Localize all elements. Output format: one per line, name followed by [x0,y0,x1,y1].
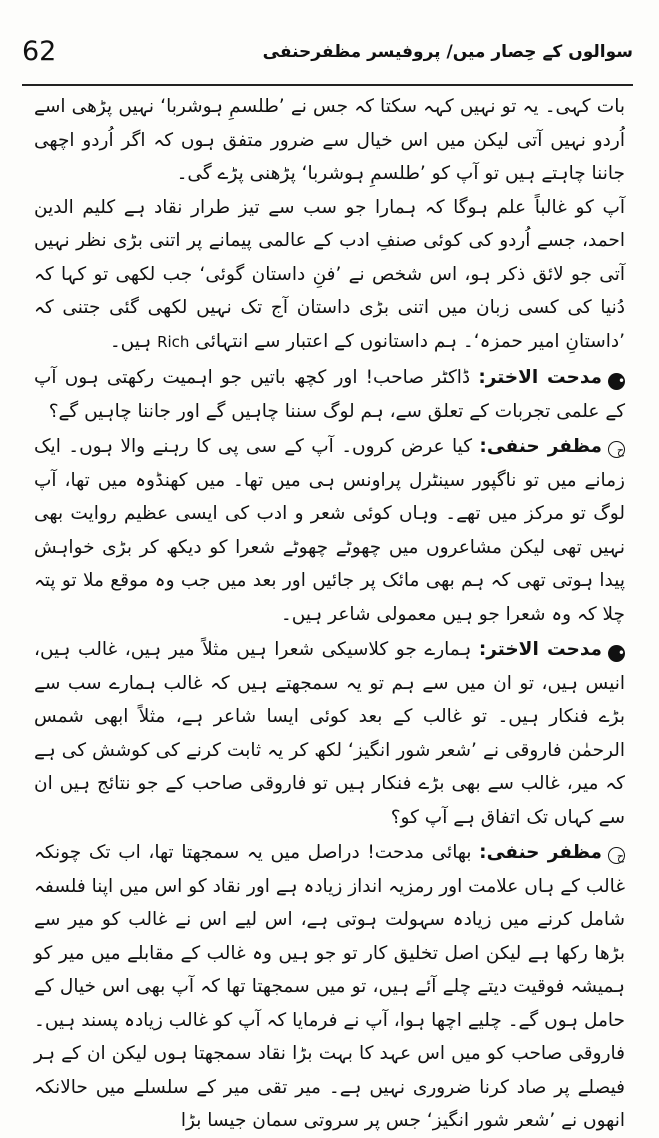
question-1-text: ڈاکٹر صاحب! اور کچھ باتیں جو اہمیت رکھتی ہوں آپ کے علمی تجربات کے تعلق سے، ہم لوگ سننا چاہیں گے اور جاننا چاہیں گے؟ [34,367,625,422]
paragraph-2-text-before: آپ کو غالباً علم ہوگا کہ ہمارا جو سب سے تیز طرار نقاد ہے کلیم الدین احمد، جسے اُردو کی کوئی صنفِ ادب کے عالمی پیمانے پر اتنی بڑی نظر نہیں آتی جو لائق ذکر ہو، اس شخص نے ’فنِ داستان گوئی‘ جب لکھی تو کہا کہ دُنیا کی کسی زبان میں اتنی بڑی داستان آج تک نہیں لکھی گئی جتنی کہ ’داستانِ امیر حمزہ‘۔ ہم داستانوں کے اعتبار سے انتہائی [34,196,625,352]
answer-marker-icon: ح [608,847,625,864]
speaker-name: مدحت الاختر: [478,639,602,660]
question-marker-icon: • [608,373,625,390]
paragraph-2-text-after: ہیں۔ [109,330,158,352]
paragraph-2 [34,191,625,360]
question-2-text: ہمارے جو کلاسیکی شعرا ہیں مثلاً میر ہیں، غالب ہیں، انیس ہیں، تو ان میں سے ہم تو یہ سمجھتے ہیں کہ غالب ہمارے سب سے بڑے فنکار ہیں۔ تو غالب کے بعد کوئی ایسا شاعر ہے، مثلاً ابھی شمس الرحمٰن فاروقی نے ’شعر شور انگیز‘ لکھ کر یہ ثابت کرنے کی کوشش کی ہے کہ میر، غالب سے بھی بڑے فنکار ہیں تو فاروقی صاحب کے جو نتائج ہیں ان سے کہاں تک اتفاق ہے آپ کو؟ [34,639,625,828]
answer-1-text: کیا عرض کروں۔ آپ کے سی پی کا رہنے والا ہوں۔ ایک زمانے میں تو ناگپور سینٹرل پراونس ہی میں تھا۔ میں کھنڈوہ میں تھا، آپ لوگ تو مرکز میں تھے۔ وہاں کوئی شعر و ادب کی ایسی عظیم روایت بھی نہیں تھی لیکن مشاعروں میں چھوٹے چھوٹے شعرا کو دیکھ کر بڑی خواہش پیدا ہوتی تھی کہ ہم بھی مائک پر جائیں اور بعد میں جب وہ موقع ملا تو پتہ چلا کہ وہ شعرا جو ہیں معمولی شاعر ہیں۔ [34,436,625,625]
answer-2 [34,836,625,1138]
latin-word-rich: Rich [157,332,190,351]
speaker-name: مظفر حنفی: [479,436,602,457]
page-number: 62 [22,35,57,67]
question-marker-icon: • [608,645,625,662]
running-head: سوالوں کے حِصار میں/ پروفیسر مظفرحنفی [262,41,633,62]
header-rule [22,84,633,86]
question-2 [34,633,625,834]
paragraph-1 [34,90,625,191]
answer-1 [34,430,625,631]
speaker-name: مظفر حنفی: [479,842,602,863]
answer-2-text: بھائی مدحت! دراصل میں یہ سمجھتا تھا، اب تک چونکہ غالب کے ہاں علامت اور رمزیہ انداز زیادہ ہے اور نقاد کو اس میں اپنا فلسفہ شامل کرنے میں زیادہ سہولت ہوتی ہے، اس لیے اس نے غالب کو میر سے بڑھا رکھا ہے لیکن اصل تخلیق کار تو جو ہیں وہ غالب کے مقابلے میں میر کو ہمیشہ فوقیت دیتے چلے آئے ہیں، تو میں سمجھتا تھا کہ آپ بھی اس خیال کے حامل ہوں گے۔ چلیے اچھا ہوا، آپ نے فرمایا کہ آپ کو غالب زیادہ پسند ہیں۔ فاروقی صاحب کو میں اس عہد کا بہت بڑا نقاد سمجھتا ہوں لیکن ان کے ہر فیصلے پر صاد کرنا ضروری نہیں ہے۔ میر تقی میر کے سلسلے میں حالانکہ انھوں نے ’شعر شور انگیز‘ جس پر سروتی سمان جیسا بڑا [34,842,625,1131]
page-header [22,22,633,80]
paragraph-1-text: بات کہی۔ یہ تو نہیں کہہ سکتا کہ جس نے ’طلسمِ ہوشربا‘ نہیں پڑھی اسے اُردو نہیں آتی لیکن میں اس خیال سے ضرور متفق ہوں کہ اگر اُردو اچھی جاننا چاہتے ہیں تو آپ کو ’طلسمِ ہوشربا‘ پڑھنی پڑے گی۔ [34,96,625,184]
speaker-name: مدحت الاختر: [478,367,603,388]
question-1 [34,361,625,428]
answer-marker-icon: ح [608,441,625,458]
body-text [34,90,625,1138]
